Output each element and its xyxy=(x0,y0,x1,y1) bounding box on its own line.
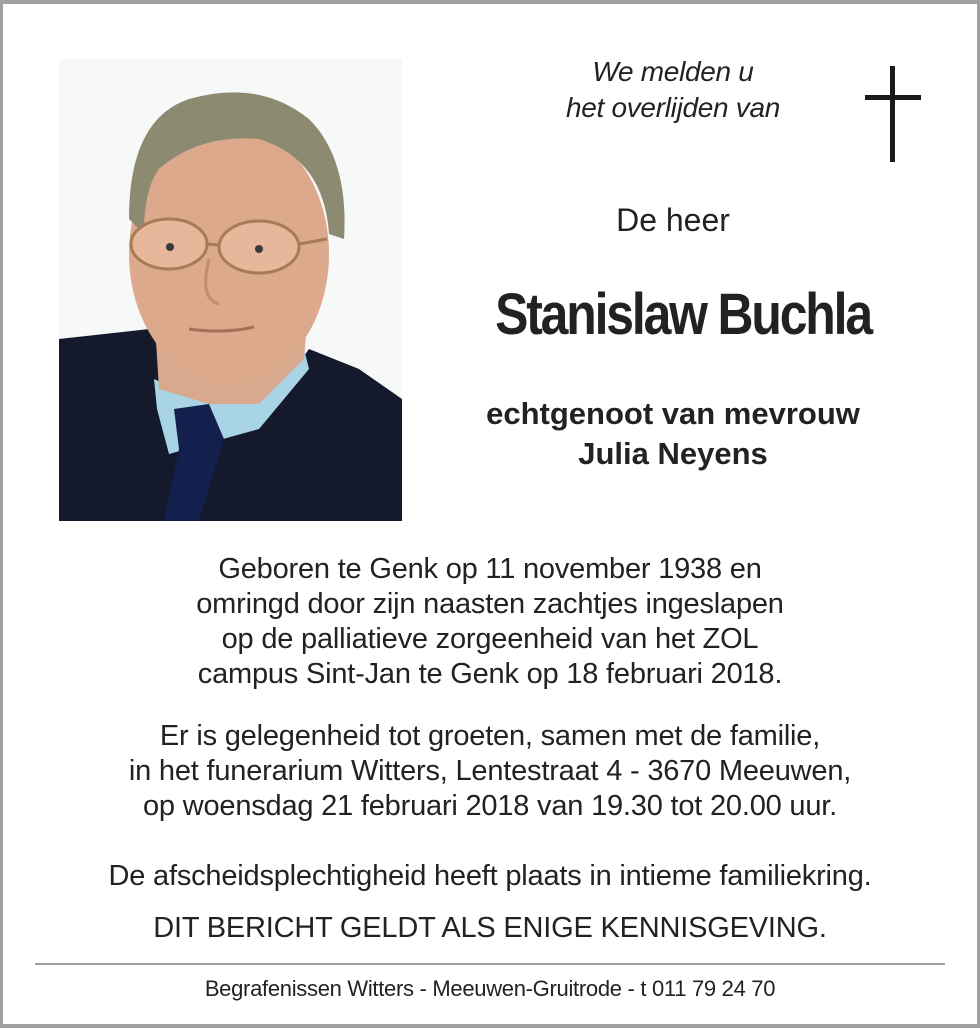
official-notice-text: DIT BERICHT GELDT ALS ENIGE KENNISGEVING. xyxy=(153,912,827,944)
ceremony-text: De afscheidsplechtigheid heeft plaats in intieme familiekring. xyxy=(108,860,872,892)
cross-horizontal-bar xyxy=(865,95,921,100)
birth-death-paragraph xyxy=(3,552,977,692)
cross-icon xyxy=(865,66,921,162)
obituary-card xyxy=(3,4,977,1024)
paragraph-line: Er is gelegenheid tot groeten, samen met de familie, xyxy=(159,720,821,752)
salutation: De heer xyxy=(616,202,730,238)
paragraph-line: in het funerarium Witters, Lentestraat 4 - 3670 Meeuwen, xyxy=(128,755,852,787)
footer-divider xyxy=(35,963,945,965)
paragraph-line: op woensdag 21 februari 2018 van 19.30 tot 20.00 uur. xyxy=(143,790,837,822)
cross-vertical-bar xyxy=(890,66,895,162)
paragraph-line: campus Sint-Jan te Genk op 18 februari 2018. xyxy=(197,658,783,690)
spouse-name: Julia Neyens xyxy=(578,436,768,471)
portrait-photo xyxy=(59,59,402,521)
spouse-line: echtgenoot van mevrouw xyxy=(486,396,860,431)
funeral-home-footer: Begrafenissen Witters - Meeuwen-Gruitrode - t 011 79 24 70 xyxy=(204,976,776,1001)
paragraph-line: op de palliatieve zorgeenheid van het ZOL xyxy=(221,623,759,655)
intro-line: het overlijden van xyxy=(565,92,781,123)
deceased-name: Stanislaw Buchla xyxy=(495,282,871,347)
portrait-image xyxy=(59,59,402,521)
visitation-paragraph xyxy=(3,719,977,824)
intro-text xyxy=(523,54,823,126)
paragraph-line: Geboren te Genk op 11 november 1938 en xyxy=(218,553,762,585)
intro-line: We melden u xyxy=(592,56,754,87)
spouse-text xyxy=(423,394,923,474)
paragraph-line: omringd door zijn naasten zachtjes ingeslapen xyxy=(196,588,784,620)
